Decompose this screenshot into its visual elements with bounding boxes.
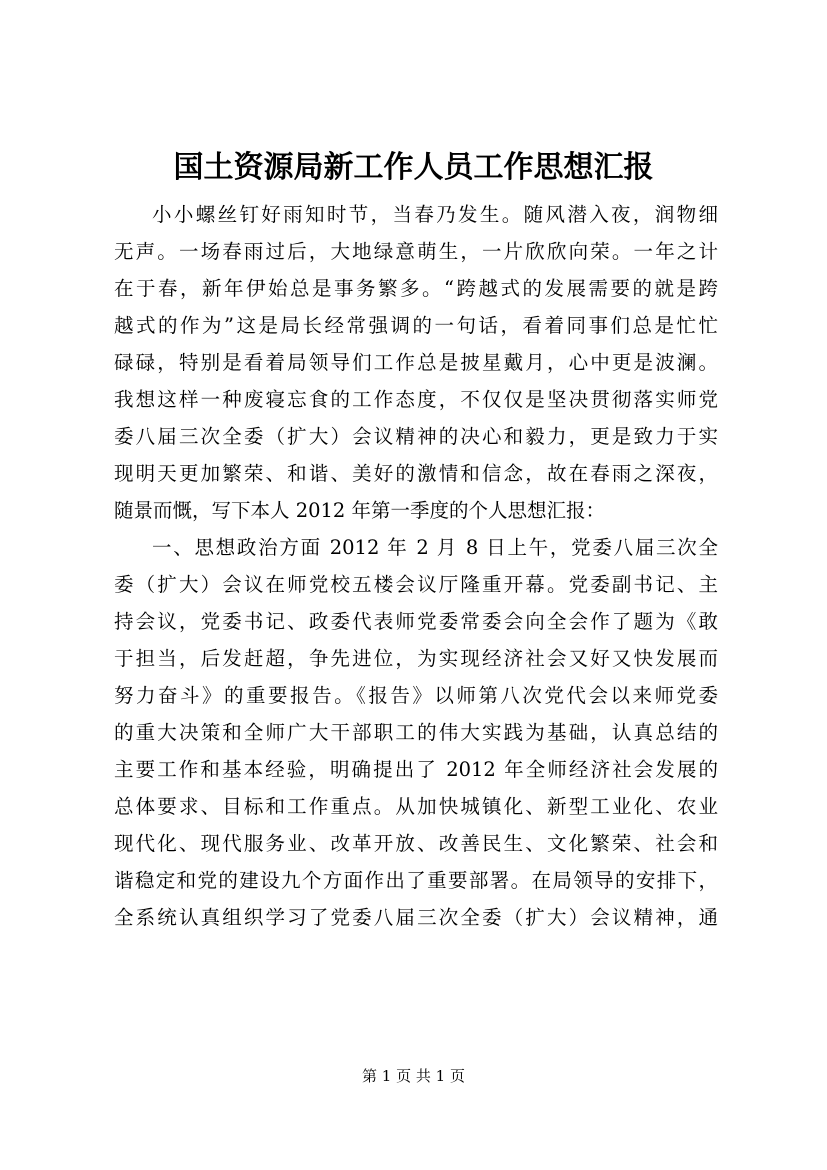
body-line: 努力奋斗》的重要报告。《报告》以师第八次党代会以来师党委 bbox=[114, 684, 718, 707]
body-line: 一、思想政治方面 2012 年 2 月 8 日上午，党委八届三次全 bbox=[152, 536, 718, 559]
body-line: 谐稳定和党的建设九个方面作出了重要部署。在局领导的安排下， bbox=[114, 869, 718, 892]
body-line: 我想这样一种废寝忘食的工作态度，不仅仅是坚决贯彻落实师党 bbox=[114, 388, 718, 411]
document-body bbox=[114, 196, 718, 936]
page-footer: 第 1 页 共 1 页 bbox=[362, 1067, 465, 1085]
body-line: 随景而慨，写下本人 2012 年第一季度的个人思想汇报： bbox=[114, 499, 606, 522]
body-line: 现明天更加繁荣、和谐、美好的激情和信念，故在春雨之深夜， bbox=[114, 462, 718, 485]
document-title: 国土资源局新工作人员工作思想汇报 bbox=[173, 150, 654, 185]
body-line: 在于春，新年伊始总是事务繁多。“跨越式的发展需要的就是跨 bbox=[114, 277, 718, 300]
body-line: 于担当，后发赶超，争先进位，为实现经济社会又好又快发展而 bbox=[114, 647, 718, 670]
body-line: 无声。一场春雨过后，大地绿意萌生，一片欣欣向荣。一年之计 bbox=[114, 240, 718, 263]
body-line: 小小螺丝钉好雨知时节，当春乃发生。随风潜入夜，润物细 bbox=[152, 203, 718, 226]
body-line: 越式的作为”这是局长经常强调的一句话，看着同事们总是忙忙 bbox=[114, 314, 718, 337]
body-line: 委八届三次全委（扩大）会议精神的决心和毅力，更是致力于实 bbox=[114, 425, 718, 448]
body-line: 全系统认真组织学习了党委八届三次全委（扩大）会议精神，通 bbox=[114, 906, 718, 929]
body-line: 的重大决策和全师广大干部职工的伟大实践为基础，认真总结的 bbox=[114, 721, 718, 744]
body-line: 碌碌，特别是看着局领导们工作总是披星戴月，心中更是波澜。 bbox=[114, 351, 718, 374]
body-line: 现代化、现代服务业、改革开放、改善民生、文化繁荣、社会和 bbox=[114, 832, 718, 855]
body-line: 委（扩大）会议在师党校五楼会议厅隆重开幕。党委副书记、主 bbox=[114, 573, 718, 596]
body-line: 主要工作和基本经验，明确提出了 2012 年全师经济社会发展的 bbox=[114, 758, 718, 781]
body-line: 持会议，党委书记、政委代表师党委常委会向全会作了题为《敢 bbox=[114, 610, 718, 633]
body-line: 总体要求、目标和工作重点。从加快城镇化、新型工业化、农业 bbox=[114, 795, 718, 818]
